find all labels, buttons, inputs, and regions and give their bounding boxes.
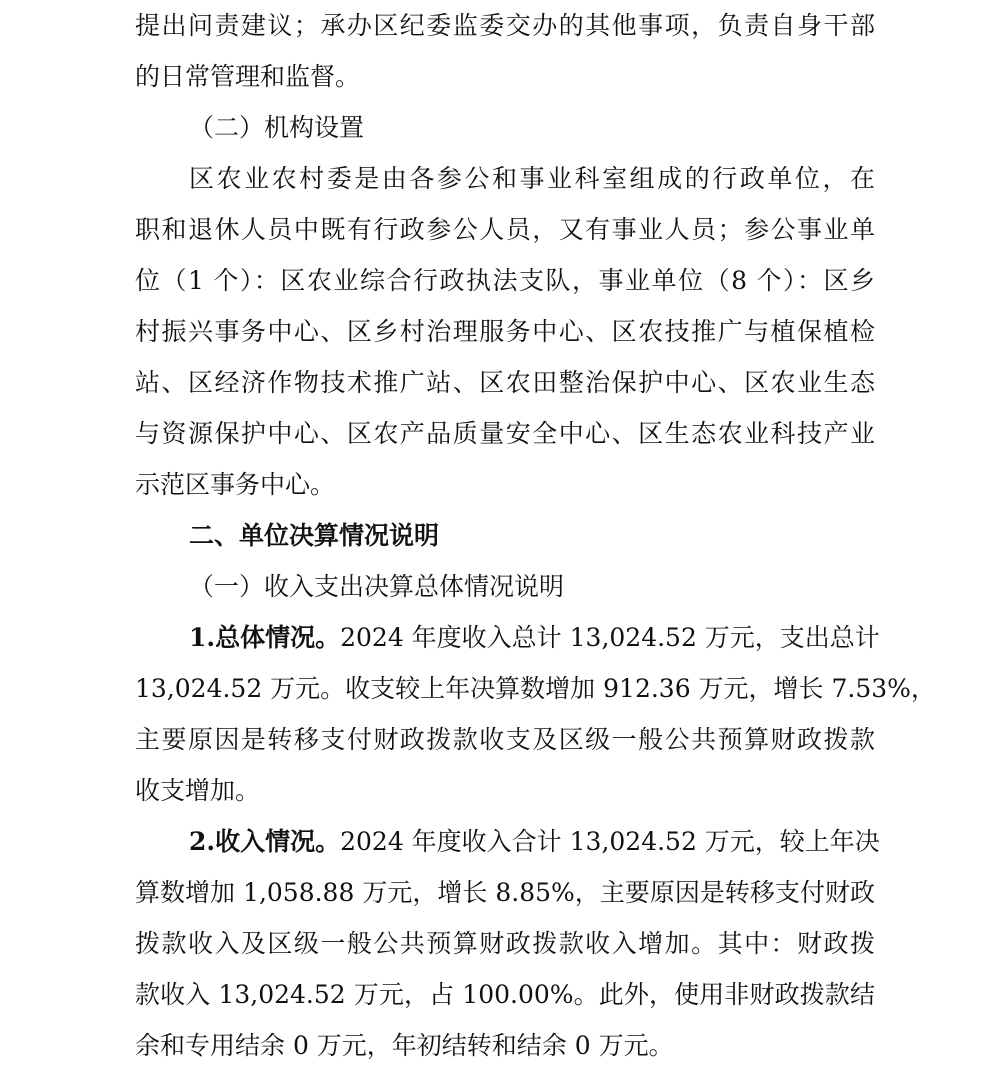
paragraph-text: 2024 年度收入总计 13,024.52 万元，支出总计 <box>340 623 880 652</box>
text-line: 提出问责建议；承办区纪委监委交办的其他事项，负责自身干部 <box>135 11 875 40</box>
paragraph-income-line1 <box>135 816 880 867</box>
text-line: 的日常管理和监督。 <box>135 62 361 91</box>
paragraph-lead-total: 1.总体情况。 <box>189 623 341 652</box>
text-line: 余和专用结余 0 万元，年初结转和结余 0 万元。 <box>135 1031 674 1060</box>
section-subheading: （一）收入支出决算总体情况说明 <box>189 572 565 601</box>
text-line: 位（1 个）：区农业综合行政执法支队，事业单位（8 个）：区乡 <box>135 266 875 295</box>
section-heading: 二、单位决算情况说明 <box>189 521 440 550</box>
text-line: 13,024.52 万元。收支较上年决算数增加 912.36 万元，增长 7.53%， <box>135 674 936 703</box>
paragraph-text: 2024 年度收入合计 13,024.52 万元，较上年决 <box>340 827 880 856</box>
section-subheading: （二）机构设置 <box>189 113 365 142</box>
paragraph-lead-income: 2.收入情况。 <box>189 827 341 856</box>
text-line: 示范区事务中心。 <box>135 470 336 499</box>
text-line: 拨款收入及区级一般公共预算财政拨款收入增加。其中：财政拨 <box>135 929 875 958</box>
text-line: 村振兴事务中心、区乡村治理服务中心、区农技推广与植保植检 <box>135 317 875 346</box>
text-line: 职和退休人员中既有行政参公人员，又有事业人员；参公事业单 <box>135 215 875 244</box>
text-line: 算数增加 1,058.88 万元，增长 8.85%，主要原因是转移支付财政 <box>135 878 875 907</box>
text-line: 主要原因是转移支付财政拨款收支及区级一般公共预算财政拨款 <box>135 725 875 754</box>
paragraph-total-line1 <box>135 612 880 663</box>
text-line: 款收入 13,024.52 万元，占 100.00%。此外，使用非财政拨款结 <box>135 980 875 1009</box>
text-line: 区农业农村委是由各参公和事业科室组成的行政单位，在 <box>189 164 875 193</box>
text-line: 与资源保护中心、区农产品质量安全中心、区生态农业科技产业 <box>135 419 875 448</box>
text-line: 收支增加。 <box>135 776 261 805</box>
text-line: 站、区经济作物技术推广站、区农田整治保护中心、区农业生态 <box>135 368 875 397</box>
